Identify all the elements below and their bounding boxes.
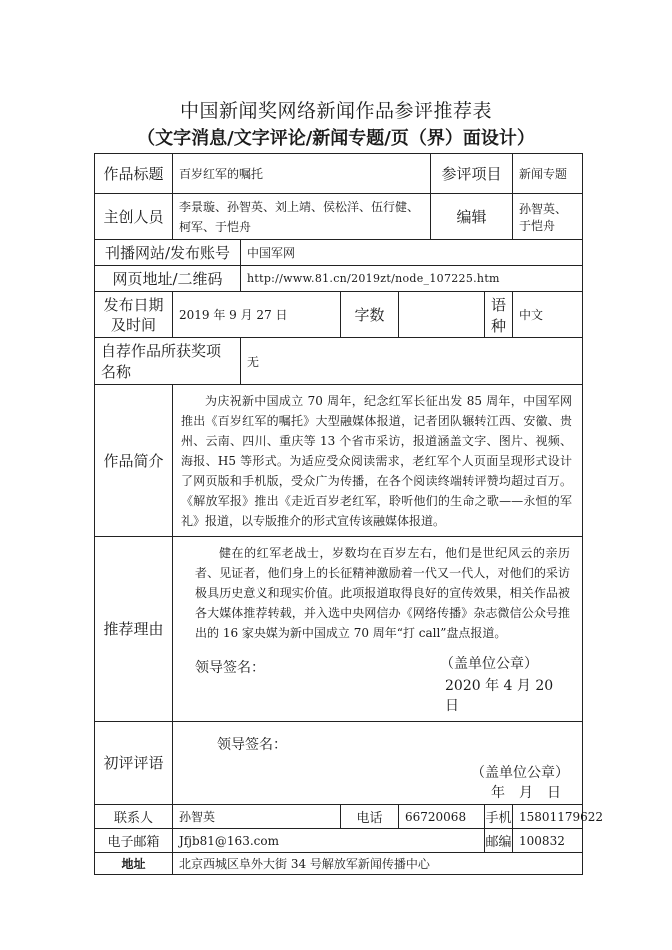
word-count-label: 字数 [341, 292, 399, 338]
publish-date-value: 2019 年 9 月 27 日 [173, 292, 341, 338]
review-cell [173, 722, 583, 805]
editor-value: 孙智英、于恺舟 [513, 194, 583, 240]
review-signature-block [173, 722, 582, 804]
awards-value: 无 [241, 338, 583, 385]
form-title: 中国新闻奖网络新闻作品参评推荐表 [179, 100, 492, 122]
editor-label: 编辑 [431, 194, 513, 240]
mobile-value: 15801179622 [513, 805, 583, 829]
reason-label-text: 推荐理由 [103, 620, 164, 638]
reason-signature-block [195, 653, 570, 715]
intro-label [95, 385, 173, 537]
review-signature-label: 领导签名： [217, 737, 287, 753]
creators-label: 主创人员 [95, 194, 173, 240]
mobile-label: 手机 [485, 805, 513, 829]
word-count-value [399, 292, 485, 338]
reason-date: 2020 年 4 月 20 日 [445, 678, 554, 714]
form-subtitle: （文字消息/文字评论/新闻专题/页（界）面设计） [137, 128, 535, 149]
publish-date-label: 发布日期及时间 [95, 292, 173, 338]
url-value[interactable]: http://www.81.cn/2019zt/node_107225.htm [241, 266, 583, 292]
language-value: 中文 [513, 292, 583, 338]
contact-value: 孙智英 [173, 805, 341, 829]
reason-label [95, 537, 173, 722]
language-label: 语种 [485, 292, 513, 338]
recommendation-form-table [94, 153, 604, 875]
category-value: 新闻专题 [513, 154, 583, 194]
email-label: 电子邮箱 [95, 829, 173, 853]
postcode-value: 100832 [513, 829, 583, 853]
work-title-value: 百岁红军的嘱托 [173, 154, 431, 194]
awards-label: 自荐作品所获奖项名称 [95, 338, 241, 385]
phone-label: 电话 [341, 805, 399, 829]
email-value[interactable]: Jfjb81@163.com [173, 829, 485, 853]
review-label [95, 722, 173, 805]
review-seal-label: （盖单位公章） [471, 765, 569, 781]
intro-text: 为庆祝新中国成立 70 周年，纪念红军长征出发 85 周年，中国军网推出《百岁红军的嘱托》大型融媒体报道，记者团队辗转江西、安徽、贵州、云南、四川、重庆等 13 个省市采访，报道涵盖文字、图片、视频、海报、H5 等形式。为适应受众阅读需求，老红军个人页面呈现形式设计了网页版和手机版，受众广为传播，在各个阅读终端转评赞均超过百万。《解放军报》推出《走近百岁老红军，聆听他们的生命之歌——永恒的军礼》报道，以专版推介的形式宣传该融媒体报道。 [181, 393, 573, 528]
reason-seal-label: （盖单位公章） [440, 656, 538, 672]
intro-label-text: 作品简介 [103, 451, 164, 470]
site-value: 中国军网 [241, 240, 583, 266]
site-label: 刊播网站/发布账号 [95, 240, 241, 266]
address-value: 北京西城区阜外大街 34 号解放军新闻传播中心 [173, 853, 583, 875]
category-label: 参评项目 [431, 154, 513, 194]
reason-cell [173, 537, 583, 722]
creators-value: 李景璇、孙智英、刘上靖、侯松洋、伍行健、柯军、于恺舟 [173, 194, 431, 240]
phone-value: 66720068 [399, 805, 485, 829]
intro-cell [173, 385, 583, 537]
reason-text: 健在的红军老战士，岁数均在百岁左右，他们是世纪风云的亲历者、见证者，他们身上的长征精神激励着一代又一代人，对他们的采访极具历史意义和现实价值。此项报道取得良好的宣传效果，相关作品被各大媒体推荐转载，并入选中央网信办《网络传播》杂志微信公众号推出的 16 家央媒为新中国成立 70 周年“打 call”盘点报道。 [195, 546, 571, 640]
review-date: 年 月 日 [491, 785, 561, 801]
work-title-label: 作品标题 [95, 154, 173, 194]
review-label-text: 初评评语 [103, 754, 164, 772]
contact-label: 联系人 [95, 805, 173, 829]
reason-signature-label: 领导签名： [195, 660, 265, 676]
postcode-label: 邮编 [485, 829, 513, 853]
address-label: 地址 [95, 853, 173, 875]
url-label: 网页地址/二维码 [95, 266, 241, 292]
